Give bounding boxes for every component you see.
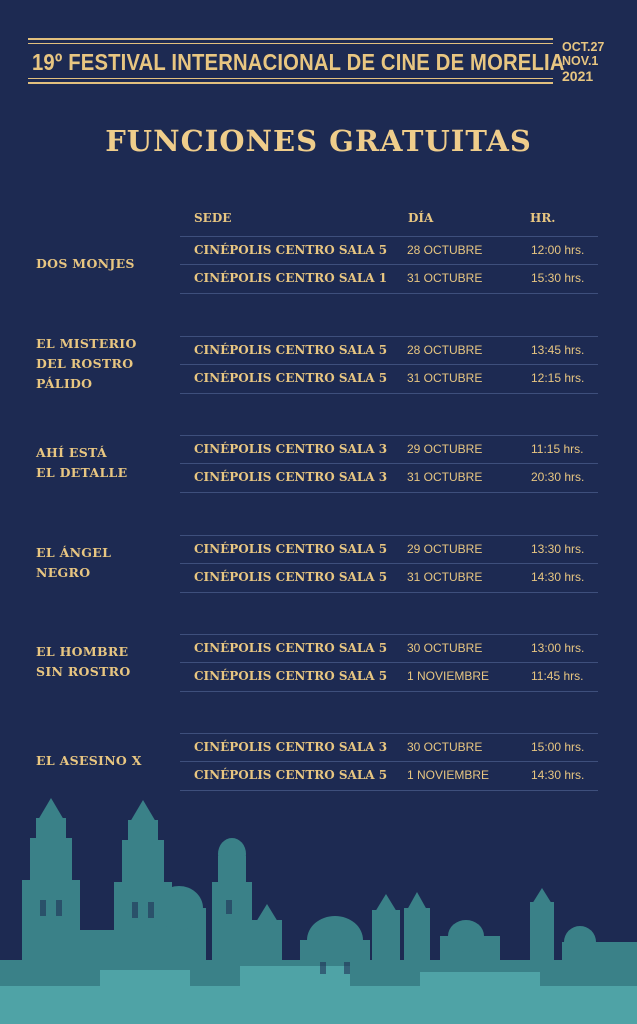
screening-date: 1 NOVIEMBRE (407, 768, 490, 782)
screening-time: 15:00 hrs. (531, 740, 585, 754)
dates-line-2: NOV.1 (562, 54, 599, 68)
screening-venue: CINÉPOLIS CENTRO SALA 5 (194, 641, 388, 655)
screening-time: 13:00 hrs. (531, 641, 585, 655)
screening-time: 12:15 hrs. (531, 371, 585, 385)
film-title (36, 443, 127, 483)
screening-date: 28 OCTUBRE (407, 243, 483, 257)
morelia-skyline-illustration (0, 790, 637, 1024)
festival-header (28, 38, 610, 86)
festival-year: 2021 (562, 68, 594, 84)
screening-time: 11:45 hrs. (531, 669, 584, 683)
page-title: FUNCIONES GRATUITAS (105, 124, 532, 158)
film-title-line: DOS MONJES (36, 256, 135, 271)
screening-venue: CINÉPOLIS CENTRO SALA 5 (194, 371, 388, 385)
screening-row (180, 662, 598, 692)
film-title (36, 254, 135, 274)
screening-time: 14:30 hrs. (531, 768, 585, 782)
screening-date: 29 OCTUBRE (407, 442, 483, 456)
screening-date: 31 OCTUBRE (407, 271, 483, 285)
screening-row (180, 733, 598, 762)
film-title (36, 543, 111, 583)
film-title-line: EL MISTERIO (36, 336, 137, 351)
screening-date: 29 OCTUBRE (407, 542, 483, 556)
screening-date: 31 OCTUBRE (407, 470, 483, 484)
screening-venue: CINÉPOLIS CENTRO SALA 3 (194, 442, 388, 456)
film-title-line: EL HOMBRE (36, 644, 129, 659)
film-title-line: NEGRO (36, 565, 91, 580)
screening-venue: CINÉPOLIS CENTRO SALA 5 (194, 343, 388, 357)
screening-row (180, 634, 598, 663)
screening-date: 31 OCTUBRE (407, 371, 483, 385)
screening-time: 11:15 hrs. (531, 442, 584, 456)
film-title-line: PÁLIDO (36, 376, 93, 391)
screening-time: 13:30 hrs. (531, 542, 585, 556)
festival-dates (562, 40, 612, 84)
screening-date: 30 OCTUBRE (407, 641, 483, 655)
column-header-hr: HR. (530, 211, 556, 225)
screening-venue: CINÉPOLIS CENTRO SALA 1 (194, 271, 388, 285)
screening-row (180, 535, 598, 564)
film-title (36, 334, 137, 394)
screening-venue: CINÉPOLIS CENTRO SALA 5 (194, 669, 388, 683)
screening-time: 14:30 hrs. (531, 570, 585, 584)
film-title-line: AHÍ ESTÁ (36, 445, 107, 460)
film-title-line: EL ÁNGEL (36, 545, 112, 560)
screening-venue: CINÉPOLIS CENTRO SALA 5 (194, 570, 388, 584)
screening-date: 28 OCTUBRE (407, 343, 483, 357)
screening-date: 1 NOVIEMBRE (407, 669, 490, 683)
film-title-line: EL DETALLE (36, 465, 128, 480)
dates-line-1: OCT.27 (562, 40, 605, 54)
screening-row (180, 563, 598, 593)
screening-row (180, 435, 598, 464)
screening-row (180, 264, 598, 294)
screening-venue: CINÉPOLIS CENTRO SALA 5 (194, 542, 388, 556)
film-title-line: SIN ROSTRO (36, 664, 131, 679)
screening-venue: CINÉPOLIS CENTRO SALA 5 (194, 768, 388, 782)
screening-time: 13:45 hrs. (531, 343, 585, 357)
screening-row (180, 761, 598, 791)
screening-row (180, 463, 598, 493)
column-header-sede: SEDE (194, 211, 232, 225)
film-title (36, 751, 142, 771)
screening-time: 12:00 hrs. (531, 243, 585, 257)
screening-row (180, 236, 598, 265)
festival-banner (28, 38, 565, 84)
film-title (36, 642, 131, 682)
festival-name: 19º FESTIVAL INTERNACIONAL DE CINE DE MORELIA (32, 49, 565, 75)
screening-date: 31 OCTUBRE (407, 570, 483, 584)
screening-time: 15:30 hrs. (531, 271, 585, 285)
screening-row (180, 336, 598, 365)
screening-time: 20:30 hrs. (531, 470, 585, 484)
film-title-line: DEL ROSTRO (36, 356, 134, 371)
column-header-dia: DÍA (408, 211, 434, 225)
screening-venue: CINÉPOLIS CENTRO SALA 5 (194, 243, 388, 257)
screening-date: 30 OCTUBRE (407, 740, 483, 754)
film-title-line: EL ASESINO X (36, 753, 142, 768)
screening-venue: CINÉPOLIS CENTRO SALA 3 (194, 470, 388, 484)
screening-row (180, 364, 598, 394)
screening-venue: CINÉPOLIS CENTRO SALA 3 (194, 740, 388, 754)
